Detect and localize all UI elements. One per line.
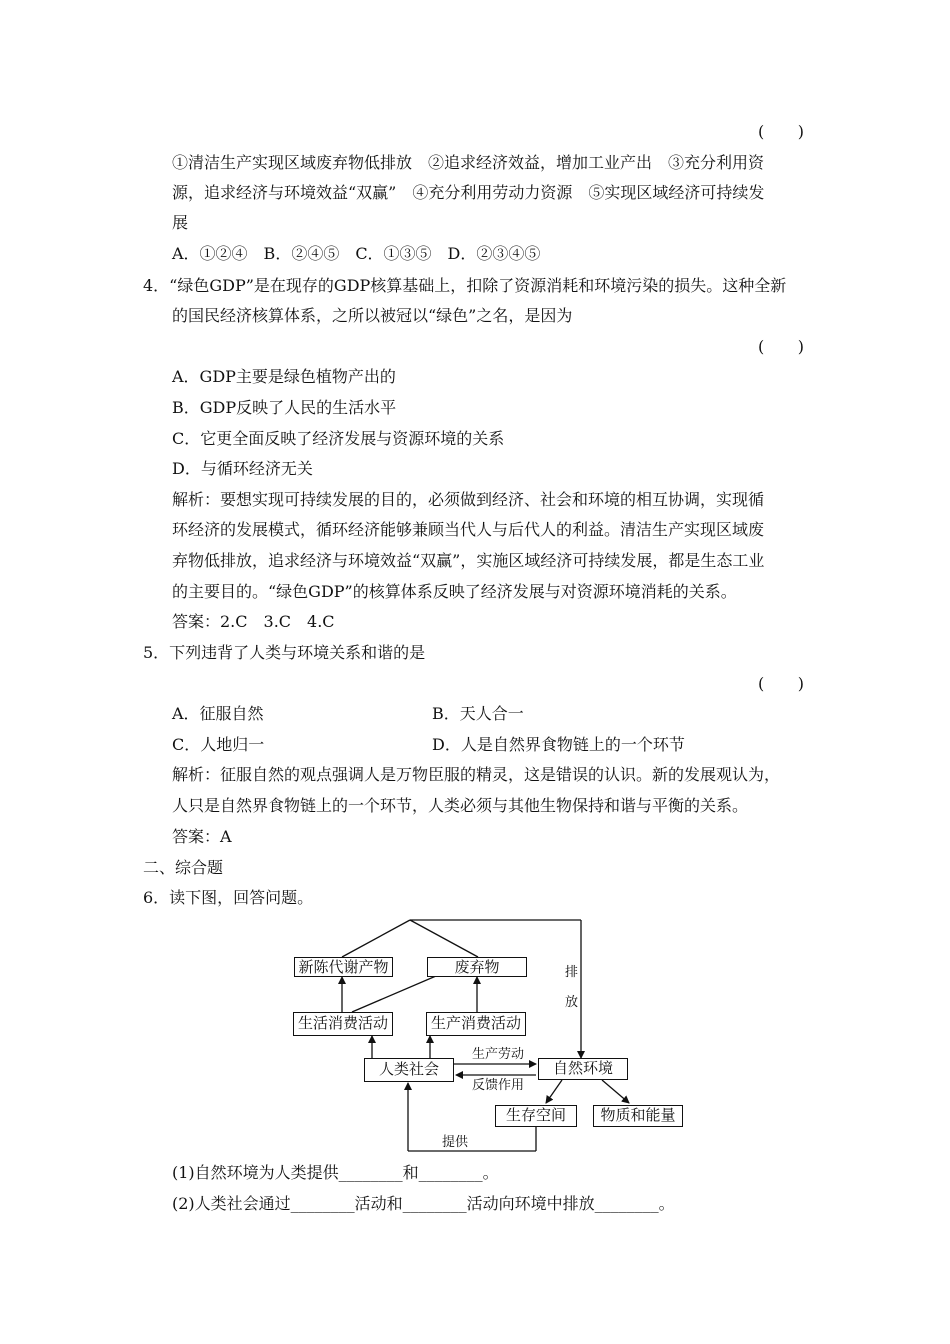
q4-choice: D．与循环经济无关 xyxy=(172,459,313,478)
q6-sub2: (2)人类社会通过________活动和________活动向环境中排放________。 xyxy=(172,1194,675,1213)
q5-choice-c: C．人地归一 xyxy=(172,735,265,754)
arrow xyxy=(602,1080,629,1103)
human-society-box: 人类社会 xyxy=(364,1058,454,1082)
q4-answer: 答案：2.C 3.C 4.C xyxy=(172,612,335,631)
q3-choices: A．①②④ B．②④⑤ C．①③⑤ D．②③④⑤ xyxy=(172,244,541,263)
connector-line xyxy=(342,920,410,957)
section-heading: 二、综合题 xyxy=(143,858,224,877)
q4-choice: C．它更全面反映了经济发展与资源环境的关系 xyxy=(172,429,505,448)
q5-analysis-line: 人只是自然界食物链上的一个环节，人类必须与其他生物保持和谐与平衡的关系。 xyxy=(172,796,749,815)
q5-answer: 答案：A xyxy=(172,827,232,846)
q4-analysis-line: 解析：要想实现可持续发展的目的，必须做到经济、社会和环境的相互协调，实现循 xyxy=(172,490,765,509)
human-environment-diagram xyxy=(280,915,700,1160)
matter-energy-box: 物质和能量 xyxy=(593,1105,683,1127)
q3-option-line: 展 xyxy=(172,213,189,232)
q4-analysis-line: 的主要目的。“绿色GDP”的核算体系反映了经济发展与对资源环境消耗的关系。 xyxy=(172,582,737,601)
q4-choice: B．GDP反映了人民的生活水平 xyxy=(172,398,397,417)
q4-choice: A．GDP主要是绿色植物产出的 xyxy=(172,367,396,386)
provide-label: 提供 xyxy=(442,1135,469,1150)
q5-choice-d: D．人是自然界食物链上的一个环节 xyxy=(432,735,685,754)
production-consumption-box: 生产消费活动 xyxy=(426,1012,526,1036)
discharge-label: 排 xyxy=(565,965,579,980)
living-space-box: 生存空间 xyxy=(495,1105,577,1127)
production-labor-label: 生产劳动 xyxy=(472,1047,525,1062)
q3-option-line: ①清洁生产实现区域废弃物低排放 ②追求经济效益，增加工业产出 ③充分利用资 xyxy=(172,153,765,172)
q5-choice-b: B．天人合一 xyxy=(432,704,524,723)
q6-sub1: (1)自然环境为人类提供________和________。 xyxy=(172,1163,499,1182)
q3-option-line: 源，追求经济与环境效益“双赢” ④充分利用劳动力资源 ⑤实现区域经济可持续发 xyxy=(172,183,765,202)
life-consumption-box: 生活消费活动 xyxy=(293,1012,393,1036)
connector-line xyxy=(410,920,478,957)
q4-analysis-line: 环经济的发展模式，循环经济能够兼顾当代人与后代人的利益。清洁生产实现区域废 xyxy=(172,520,765,539)
discharge-label: 放 xyxy=(565,995,579,1010)
feedback-label: 反馈作用 xyxy=(472,1078,525,1093)
waste-box: 废弃物 xyxy=(427,957,527,977)
q5-choice-a: A．征服自然 xyxy=(172,704,264,723)
q5-stem: 5．下列违背了人类与环境关系和谐的是 xyxy=(143,643,426,662)
q6-stem: 6．读下图，回答问题。 xyxy=(143,888,314,907)
q4-stem-line: 4．“绿色GDP”是在现存的GDP核算基础上，扣除了资源消耗和环境污染的损失。这种全新 xyxy=(143,276,787,295)
natural-environment-box: 自然环境 xyxy=(538,1058,628,1080)
metabolic-products-box: 新陈代谢产物 xyxy=(294,957,393,977)
q4-stem-line: 的国民经济核算体系，之所以被冠以“绿色”之名，是因为 xyxy=(172,306,573,325)
q4-analysis-line: 弃物低排放，追求经济与环境效益“双赢”，实施区域经济可持续发展，都是生态工业 xyxy=(172,551,765,570)
arrow xyxy=(546,1080,562,1103)
q5-analysis-line: 解析：征服自然的观点强调人是万物臣服的精灵，这是错误的认识。新的发展观认为， xyxy=(172,765,781,784)
